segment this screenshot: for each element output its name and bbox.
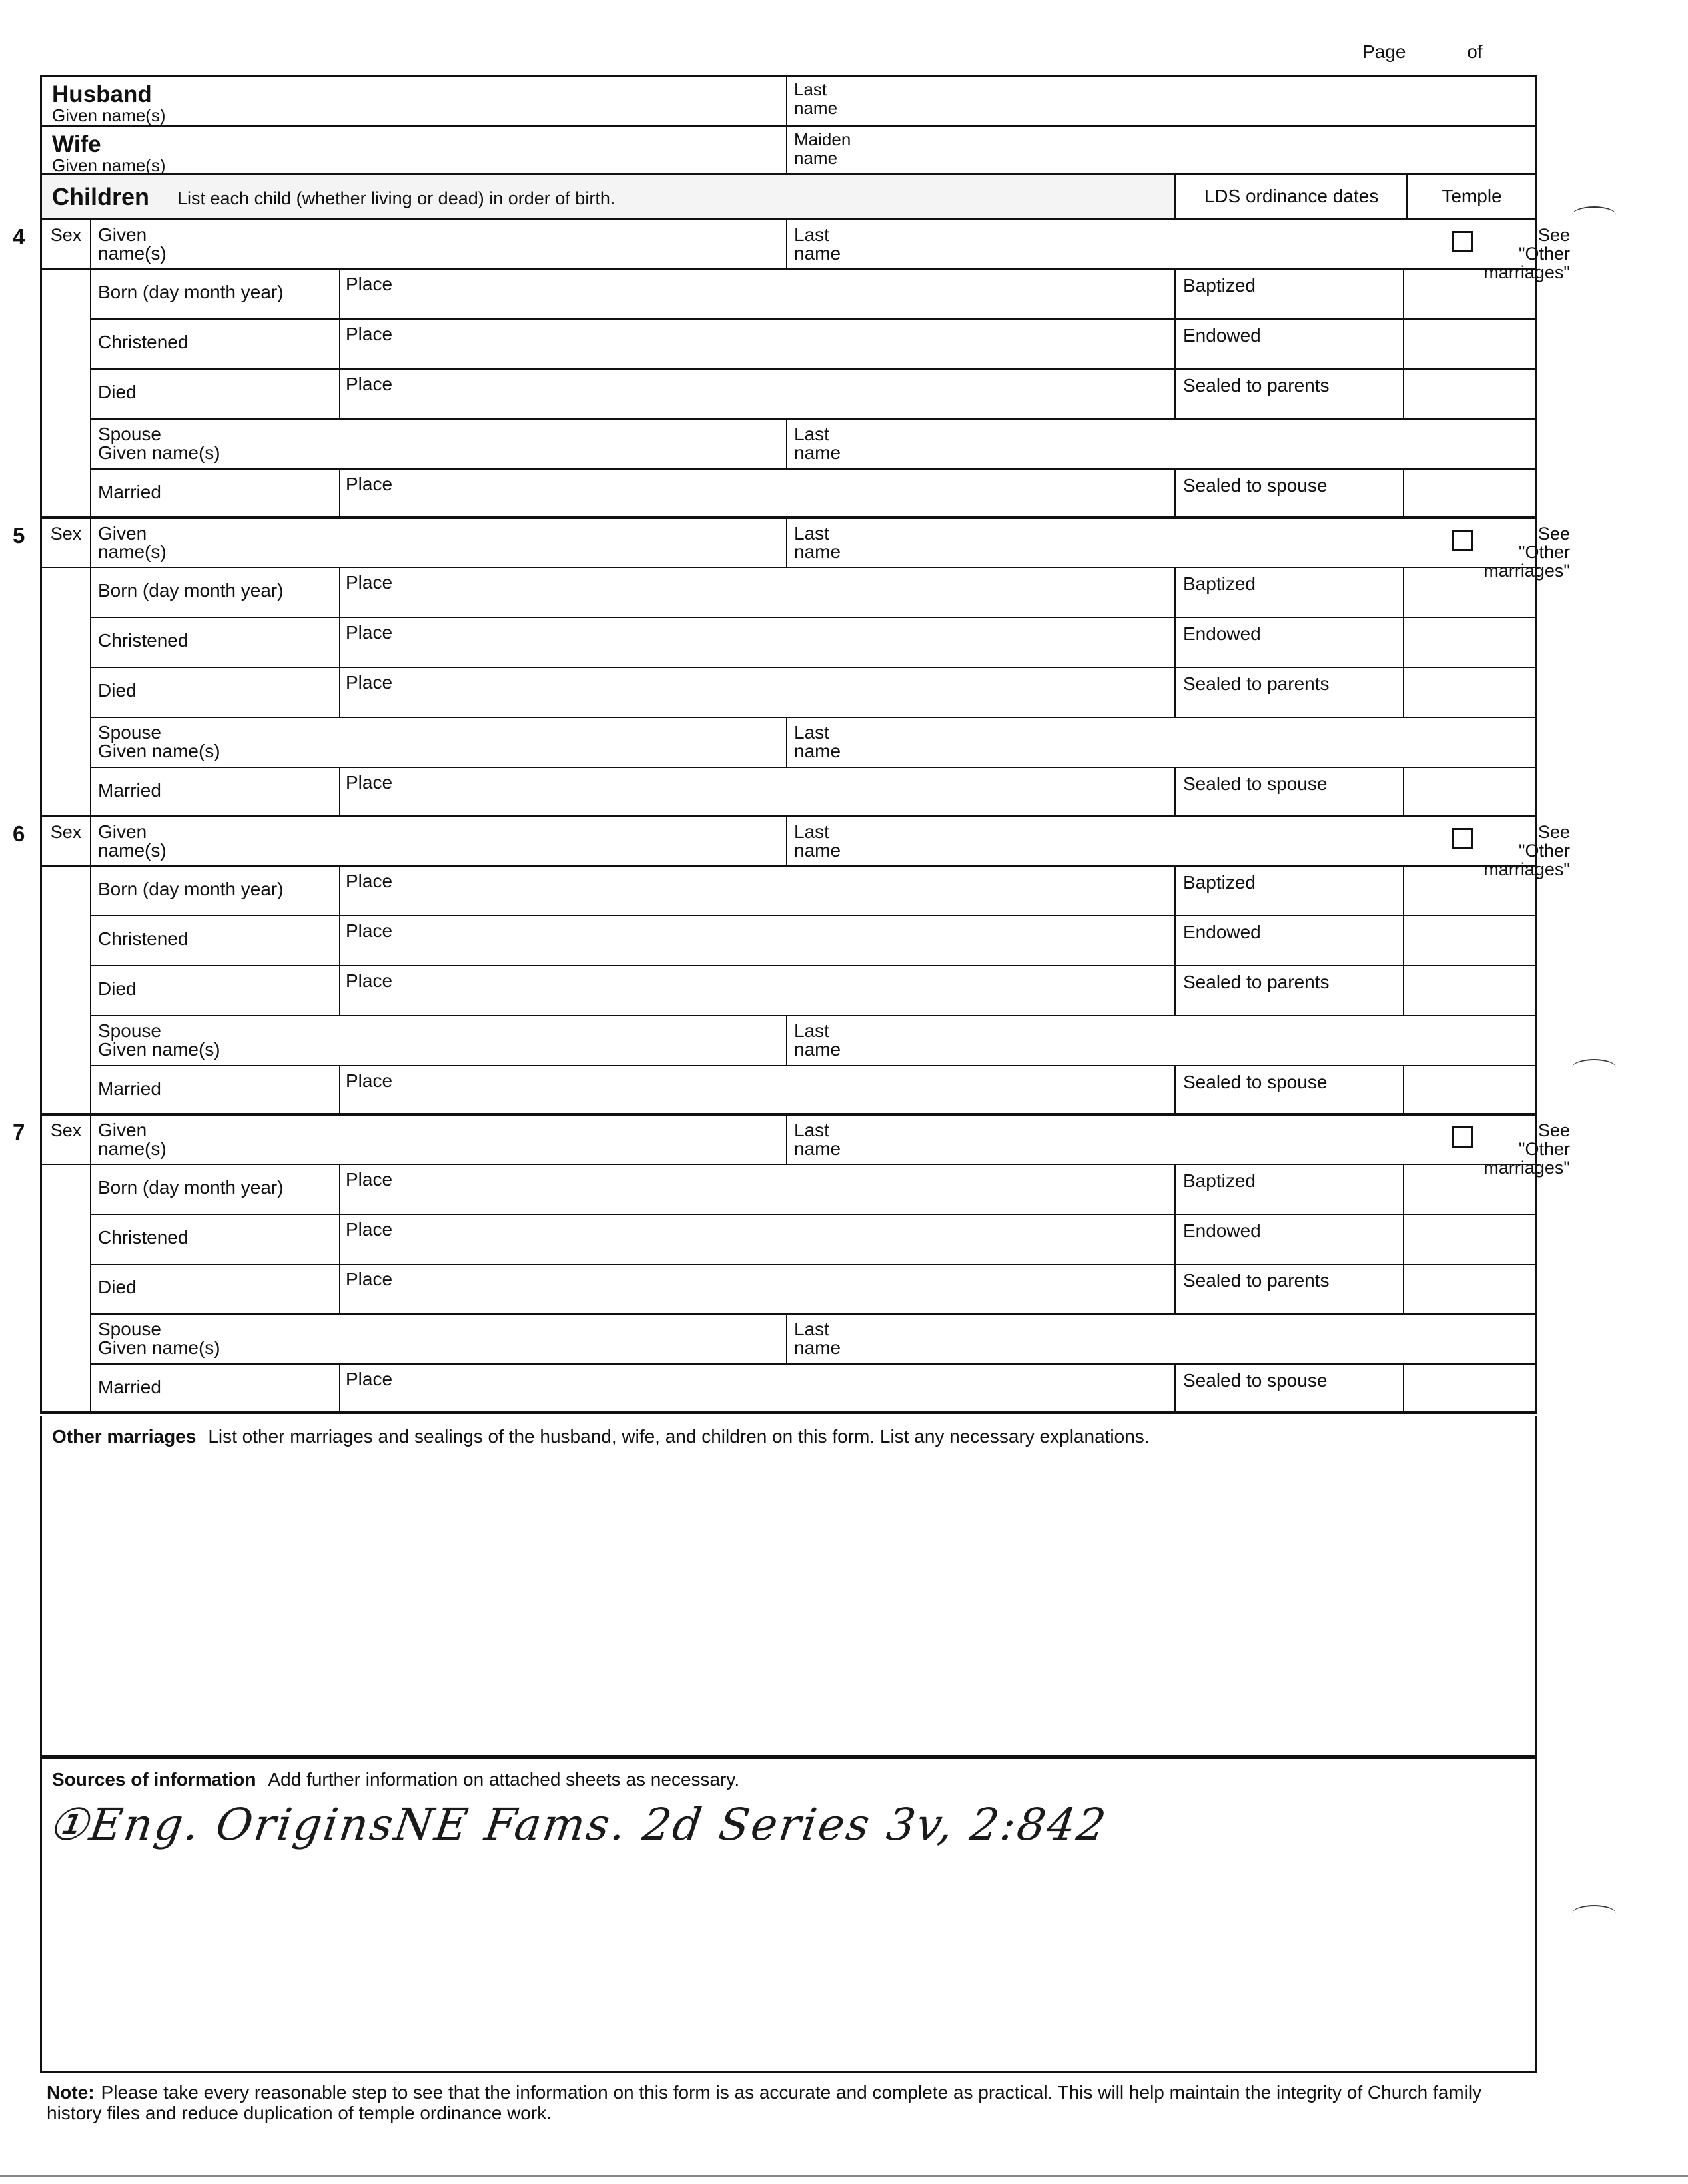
sex-label: Sex [50, 822, 82, 842]
family-group-form [13, 75, 1570, 1414]
sealed-to-spouse-field[interactable]: Sealed to spouse [1174, 470, 1404, 516]
child-block [13, 1116, 1570, 1414]
sealed-to-spouse-field[interactable]: Sealed to spouse [1174, 768, 1404, 815]
last-label-1: Last [794, 224, 829, 245]
died-label: Died [98, 978, 137, 999]
child-number: 5 [13, 523, 25, 547]
wife-title: Wife [52, 131, 101, 157]
child-number: 4 [13, 224, 25, 249]
married-label: Married [98, 482, 161, 502]
christened-place-field[interactable]: Place [339, 618, 392, 667]
married-row[interactable] [91, 768, 1535, 815]
sex-field[interactable] [42, 817, 91, 867]
married-row[interactable] [91, 1365, 1535, 1411]
footnote-label: Note: [47, 2082, 95, 2103]
christened-label: Christened [98, 1227, 189, 1248]
died-row[interactable] [91, 1265, 1535, 1315]
given-label-1: Given [98, 523, 147, 544]
last-label-1: Last [794, 821, 829, 842]
other-marriages-note: List other marriages and sealings of the husband, wife, and children on this form. List any necessary explanations. [208, 1426, 1150, 1447]
see-other-marriages-label: See "Other marriages" [1483, 1120, 1570, 1178]
other-marriages-section[interactable] [40, 1416, 1537, 1757]
spouse-label-2: Given name(s) [98, 1337, 220, 1358]
died-place-field[interactable]: Place [339, 668, 392, 717]
born-label: Born (day month year) [98, 1177, 284, 1198]
see-other-marriages-label: See "Other marriages" [1483, 524, 1570, 581]
married-place-field[interactable]: Place [339, 1066, 392, 1113]
wife-maiden-label-1: Maiden [794, 129, 851, 149]
sealed-to-spouse-field[interactable]: Sealed to spouse [1174, 1365, 1404, 1411]
born-label: Born (day month year) [98, 879, 284, 899]
child-given-name-row[interactable] [91, 817, 1570, 879]
page-bottom-rule [0, 2175, 1688, 2177]
baptized-field[interactable]: Baptized [1174, 568, 1404, 617]
baptized-field[interactable]: Baptized [1174, 1165, 1404, 1214]
died-label: Died [98, 680, 137, 701]
spouse-label-1: Spouse [98, 424, 161, 444]
lds-ordinance-header: LDS ordinance dates [1174, 175, 1408, 218]
last-label-2: name [794, 1138, 841, 1159]
of-label: of [1467, 41, 1483, 62]
born-place-field[interactable]: Place [339, 270, 392, 318]
husband-last-name-field[interactable] [786, 77, 837, 125]
sources-title: Sources of information [52, 1769, 256, 1790]
child-last-name-field[interactable] [786, 519, 841, 567]
other-marriages-title: Other marriages [52, 1426, 197, 1447]
children-title: Children [52, 183, 150, 210]
given-label-1: Given [98, 1120, 147, 1140]
married-label: Married [98, 1078, 161, 1099]
given-label-2: name(s) [98, 542, 167, 562]
children-header [40, 175, 1537, 220]
child-number: 7 [13, 1120, 25, 1144]
spouse-last-name-field[interactable]: Last name [786, 718, 841, 767]
husband-row[interactable] [40, 75, 1537, 125]
children-note: List each child (whether living or dead) in order of birth. [177, 188, 616, 208]
husband-given-label: Given name(s) [52, 105, 166, 125]
footnote-text: Please take every reasonable step to see that the information on this form is as accurate and complete as practical. This will help maintain the integrity of Church family history files and reduce duplication of temple ordinance work. [47, 2082, 1482, 2123]
wife-maiden-name-field[interactable] [786, 127, 851, 173]
sex-label: Sex [50, 1120, 82, 1140]
sealed-to-parents-field[interactable]: Sealed to parents [1174, 1265, 1404, 1313]
christened-place-field[interactable]: Place [339, 320, 392, 368]
spouse-label-2: Given name(s) [98, 741, 220, 761]
spouse-row[interactable] [91, 1016, 1535, 1066]
child-last-name-field[interactable] [786, 1116, 841, 1164]
sealed-to-spouse-field[interactable]: Sealed to spouse [1174, 1066, 1404, 1113]
died-row[interactable] [91, 370, 1535, 420]
binder-hole-mark [1572, 206, 1616, 224]
born-row[interactable] [91, 867, 1535, 916]
spouse-last-name-field[interactable]: Last name [786, 420, 841, 468]
wife-given-label: Given name(s) [52, 155, 166, 175]
died-label: Died [98, 382, 137, 402]
married-row[interactable] [91, 470, 1535, 516]
given-label-2: name(s) [98, 243, 167, 264]
married-place-field[interactable]: Place [339, 470, 392, 516]
died-row[interactable] [91, 966, 1535, 1016]
child-block [13, 519, 1570, 817]
born-row[interactable] [91, 270, 1535, 320]
baptized-field[interactable]: Baptized [1174, 867, 1404, 915]
last-label-1: Last [794, 1120, 829, 1140]
endowed-field[interactable]: Endowed [1174, 916, 1404, 965]
last-label-2: name [794, 840, 841, 861]
christened-place-field[interactable]: Place [339, 916, 392, 965]
spouse-row[interactable] [91, 1315, 1535, 1365]
sealed-to-parents-field[interactable]: Sealed to parents [1174, 370, 1404, 418]
page-label: Page [1362, 41, 1406, 62]
husband-title: Husband [52, 81, 152, 107]
christened-place-field[interactable]: Place [339, 1215, 392, 1264]
spouse-label-2: Given name(s) [98, 1039, 220, 1060]
binder-hole-mark [1572, 1905, 1616, 1922]
child-block [13, 817, 1570, 1116]
handwritten-source: ①Eng. OriginsNE Fams. 2d Series 3v, 2:842 [45, 1799, 1111, 1850]
given-label-1: Given [98, 821, 147, 842]
born-place-field[interactable]: Place [339, 568, 392, 617]
endowed-field[interactable]: Endowed [1174, 1215, 1404, 1264]
see-other-marriages-label: See "Other marriages" [1483, 822, 1570, 879]
spouse-label-1: Spouse [98, 722, 161, 743]
binder-hole-mark [1572, 1059, 1616, 1076]
child-number: 6 [13, 821, 25, 846]
spouse-row[interactable] [91, 718, 1535, 768]
born-row[interactable] [91, 1165, 1535, 1215]
last-label-1: Last [794, 523, 829, 544]
child-given-name-row[interactable] [91, 220, 1570, 282]
sex-field[interactable] [42, 220, 91, 270]
temple-header: Temple [1408, 175, 1535, 218]
spouse-label-2: Given name(s) [98, 442, 220, 463]
married-row[interactable] [91, 1066, 1535, 1113]
married-label: Married [98, 780, 161, 801]
christened-label: Christened [98, 928, 189, 949]
endowed-field[interactable]: Endowed [1174, 618, 1404, 667]
given-label-1: Given [98, 224, 147, 245]
sex-field[interactable] [42, 1116, 91, 1165]
christened-label: Christened [98, 630, 189, 651]
wife-maiden-label-2: name [794, 148, 838, 168]
died-place-field[interactable]: Place [339, 370, 392, 418]
given-label-2: name(s) [98, 840, 167, 861]
married-place-field[interactable]: Place [339, 1365, 392, 1411]
born-label: Born (day month year) [98, 580, 284, 601]
christened-label: Christened [98, 332, 189, 352]
other-marriages-checkbox[interactable] [1452, 828, 1473, 849]
married-place-field[interactable]: Place [339, 768, 392, 815]
died-label: Died [98, 1277, 137, 1297]
last-label-2: name [794, 542, 841, 562]
endowed-field[interactable]: Endowed [1174, 320, 1404, 368]
spouse-row[interactable] [91, 420, 1535, 470]
husband-last-label-2: name [794, 98, 838, 118]
sex-label: Sex [50, 524, 82, 544]
sources-section[interactable] [40, 1757, 1537, 2073]
spouse-label-1: Spouse [98, 1020, 161, 1041]
married-label: Married [98, 1377, 161, 1397]
christened-row[interactable] [91, 916, 1535, 966]
child-last-name-field[interactable] [786, 817, 841, 865]
last-label-2: name [794, 243, 841, 264]
child-given-name-row[interactable] [91, 1116, 1570, 1178]
died-row[interactable] [91, 668, 1535, 718]
sources-note: Add further information on attached sheets as necessary. [268, 1769, 740, 1790]
other-marriages-checkbox[interactable] [1452, 1126, 1473, 1148]
husband-last-label-1: Last [794, 79, 827, 99]
born-place-field[interactable]: Place [339, 867, 392, 915]
page-indicator [1362, 41, 1483, 63]
child-last-name-field[interactable] [786, 220, 841, 268]
christened-row[interactable] [91, 1215, 1535, 1265]
other-marriages-checkbox[interactable] [1452, 530, 1473, 551]
sealed-to-parents-field[interactable]: Sealed to parents [1174, 966, 1404, 1015]
died-place-field[interactable]: Place [339, 966, 392, 1015]
christened-row[interactable] [91, 618, 1535, 668]
child-block [13, 220, 1570, 519]
child-given-name-row[interactable] [91, 519, 1570, 581]
born-row[interactable] [91, 568, 1535, 618]
born-place-field[interactable]: Place [339, 1165, 392, 1214]
christened-row[interactable] [91, 320, 1535, 370]
footnote [47, 2082, 1512, 2123]
sealed-to-parents-field[interactable]: Sealed to parents [1174, 668, 1404, 717]
given-label-2: name(s) [98, 1138, 167, 1159]
born-label: Born (day month year) [98, 282, 284, 302]
spouse-last-name-field[interactable]: Last name [786, 1315, 841, 1363]
sex-label: Sex [50, 225, 82, 245]
other-marriages-checkbox[interactable] [1452, 231, 1473, 252]
sex-field[interactable] [42, 519, 91, 568]
died-place-field[interactable]: Place [339, 1265, 392, 1313]
spouse-last-name-field[interactable]: Last name [786, 1016, 841, 1065]
see-other-marriages-label: See "Other marriages" [1483, 225, 1570, 282]
spouse-label-1: Spouse [98, 1319, 161, 1339]
wife-row[interactable] [40, 125, 1537, 175]
baptized-field[interactable]: Baptized [1174, 270, 1404, 318]
